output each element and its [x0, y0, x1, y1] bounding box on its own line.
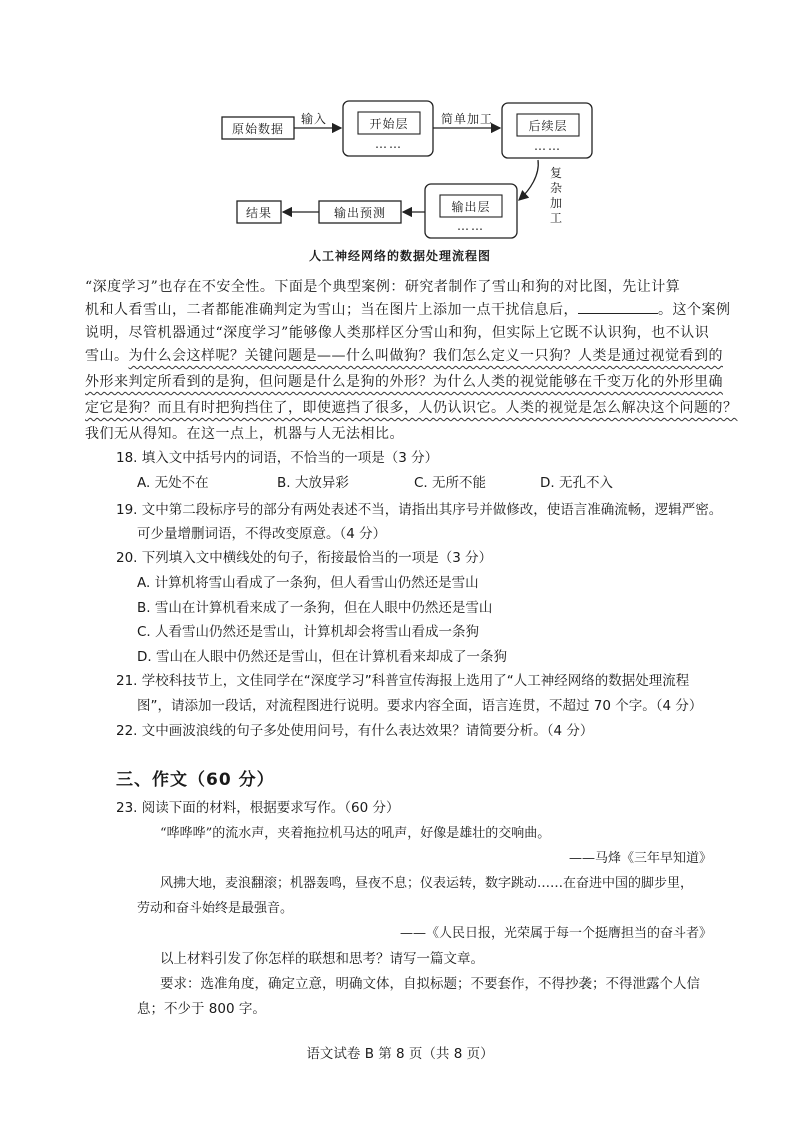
wavy-underlined-text: 为什么会这样呢？关键问题是——什么叫做狗？我们怎么定义一只狗？人类是通过视觉看到的 — [128, 348, 723, 364]
question-23: 23. 阅读下面的材料，根据要求写作。（60 分） — [116, 800, 400, 816]
option-d: D. 雪山在人眼中仍然还是雪山，但在计算机看来却成了一条狗 — [137, 649, 507, 665]
output-layer-dots: …… — [457, 219, 485, 233]
page-footer: 语文试卷 B 第 8 页（共 8 页） — [306, 1046, 494, 1062]
input-label: 输入 — [301, 112, 328, 126]
option-c: C. 人看雪山仍然还是雪山，计算机却会将雪山看成一条狗 — [137, 624, 480, 640]
passage-line: 说明，尽管机器通过“深度学习”能够像人类那样区分雪山和狗，但实际上它既不认识狗，也不认识 — [85, 325, 710, 341]
raw-data-box: 原始数据 — [231, 121, 284, 136]
option-a: A. 计算机将雪山看成了一条狗，但人看雪山仍然还是雪山 — [137, 575, 479, 591]
option-d: D. 无孔不入 — [540, 475, 613, 491]
question-18: 18. 填入文中括号内的词语，不恰当的一项是（3 分） — [116, 450, 439, 466]
flowchart — [0, 0, 800, 270]
passage-line: “深度学习”也存在不安全性。下面是个典型案例：研究者制作了雪山和狗的对比图，先让计算 — [85, 279, 681, 295]
start-layer-dots: …… — [375, 137, 403, 151]
material-quote: “哗哗哗”的流水声，夹着拖拉机马达的吼声，好像是雄壮的交响曲。 — [160, 826, 551, 841]
material-quote: 劳动和奋斗始终是最强音。 — [137, 901, 294, 916]
result-box: 结果 — [245, 205, 272, 220]
start-layer-box: 开始层 — [369, 116, 409, 131]
question-22: 22. 文中画波浪线的句子多处使用问号，有什么表达效果？请简要分析。（4 分） — [116, 723, 594, 739]
later-layer-box: 后续层 — [528, 118, 568, 133]
section-heading: 三、作文（60 分） — [116, 770, 275, 790]
answer-blank — [578, 301, 658, 314]
passage-line — [85, 299, 731, 319]
passage-line: 我们无从得知。在这一点上，机器与人无法相比。 — [85, 426, 404, 442]
question-20: 20. 下列填入文中横线处的句子，衔接最恰当的一项是（3 分） — [116, 550, 493, 566]
question-19-cont: 可少量增删词语，不得改变原意。（4 分） — [137, 526, 387, 542]
complex-process-label: 复杂加工 — [549, 166, 562, 225]
material-attribution: ——《人民日报，光荣属于每一个挺膺担当的奋斗者》 — [399, 926, 712, 941]
writing-requirements-cont: 息；不少于 800 字。 — [137, 1001, 266, 1017]
passage-line-part: 机和人看雪山，二者都能准确判定为雪山；当在图片上添加一点干扰信息后， — [85, 302, 578, 318]
question-21: 21. 学校科技节上，文佳同学在“深度学习”科普宣传海报上选用了“人工神经网络的数据处理流程 — [116, 673, 690, 689]
writing-prompt: 以上材料引发了你怎样的联想和思考？请写一篇文章。 — [160, 951, 484, 967]
writing-requirements: 要求：选准角度，确定立意，明确文体，自拟标题；不要套作，不得抄袭；不得泄露个人信 — [160, 976, 700, 992]
question-19: 19. 文中第二段标序号的部分有两处表述不当，请指出其序号并做修改，使语言准确流畅，逻辑严密。 — [116, 502, 723, 518]
material-attribution: ——马烽《三年早知道》 — [568, 851, 712, 866]
wavy-underlined-text: 外形来判定所看到的是狗，但问题是什么是狗的外形？为什么人类的视觉能够在千变万化的外形里确 — [85, 374, 723, 390]
option-a: A. 无处不在 — [137, 475, 209, 491]
output-layer-box: 输出层 — [451, 199, 491, 214]
output-predict-box: 输出预测 — [333, 205, 386, 220]
option-b: B. 大放异彩 — [277, 475, 349, 491]
option-c: C. 无所不能 — [414, 475, 487, 491]
simple-process-label: 简单加工 — [441, 112, 494, 126]
material-quote: 风拂大地，麦浪翻滚；机器轰鸣，昼夜不息；仪表运转，数字跳动……在奋进中国的脚步里， — [160, 876, 694, 891]
option-b: B. 雪山在计算机看来成了一条狗，但在人眼中仍然还是雪山 — [137, 600, 493, 616]
question-21-cont: 图”，请添加一段话，对流程图进行说明。要求内容全面，语言连贯，不超过 70 个字。（4 分） — [137, 698, 703, 714]
passage-line — [85, 345, 723, 365]
passage-line-part: 。这个案例 — [658, 302, 731, 318]
passage-line-part: 雪山。 — [85, 348, 129, 364]
wavy-underlined-text: 定它是狗？而且有时把狗挡住了，即使遮挡了很多，人仍认识它。人类的视觉是怎么解决这个问题的？ — [85, 400, 738, 416]
flowchart-caption: 人工神经网络的数据处理流程图 — [308, 249, 491, 263]
later-layer-dots: …… — [534, 139, 562, 153]
flowchart-lines — [0, 0, 800, 270]
